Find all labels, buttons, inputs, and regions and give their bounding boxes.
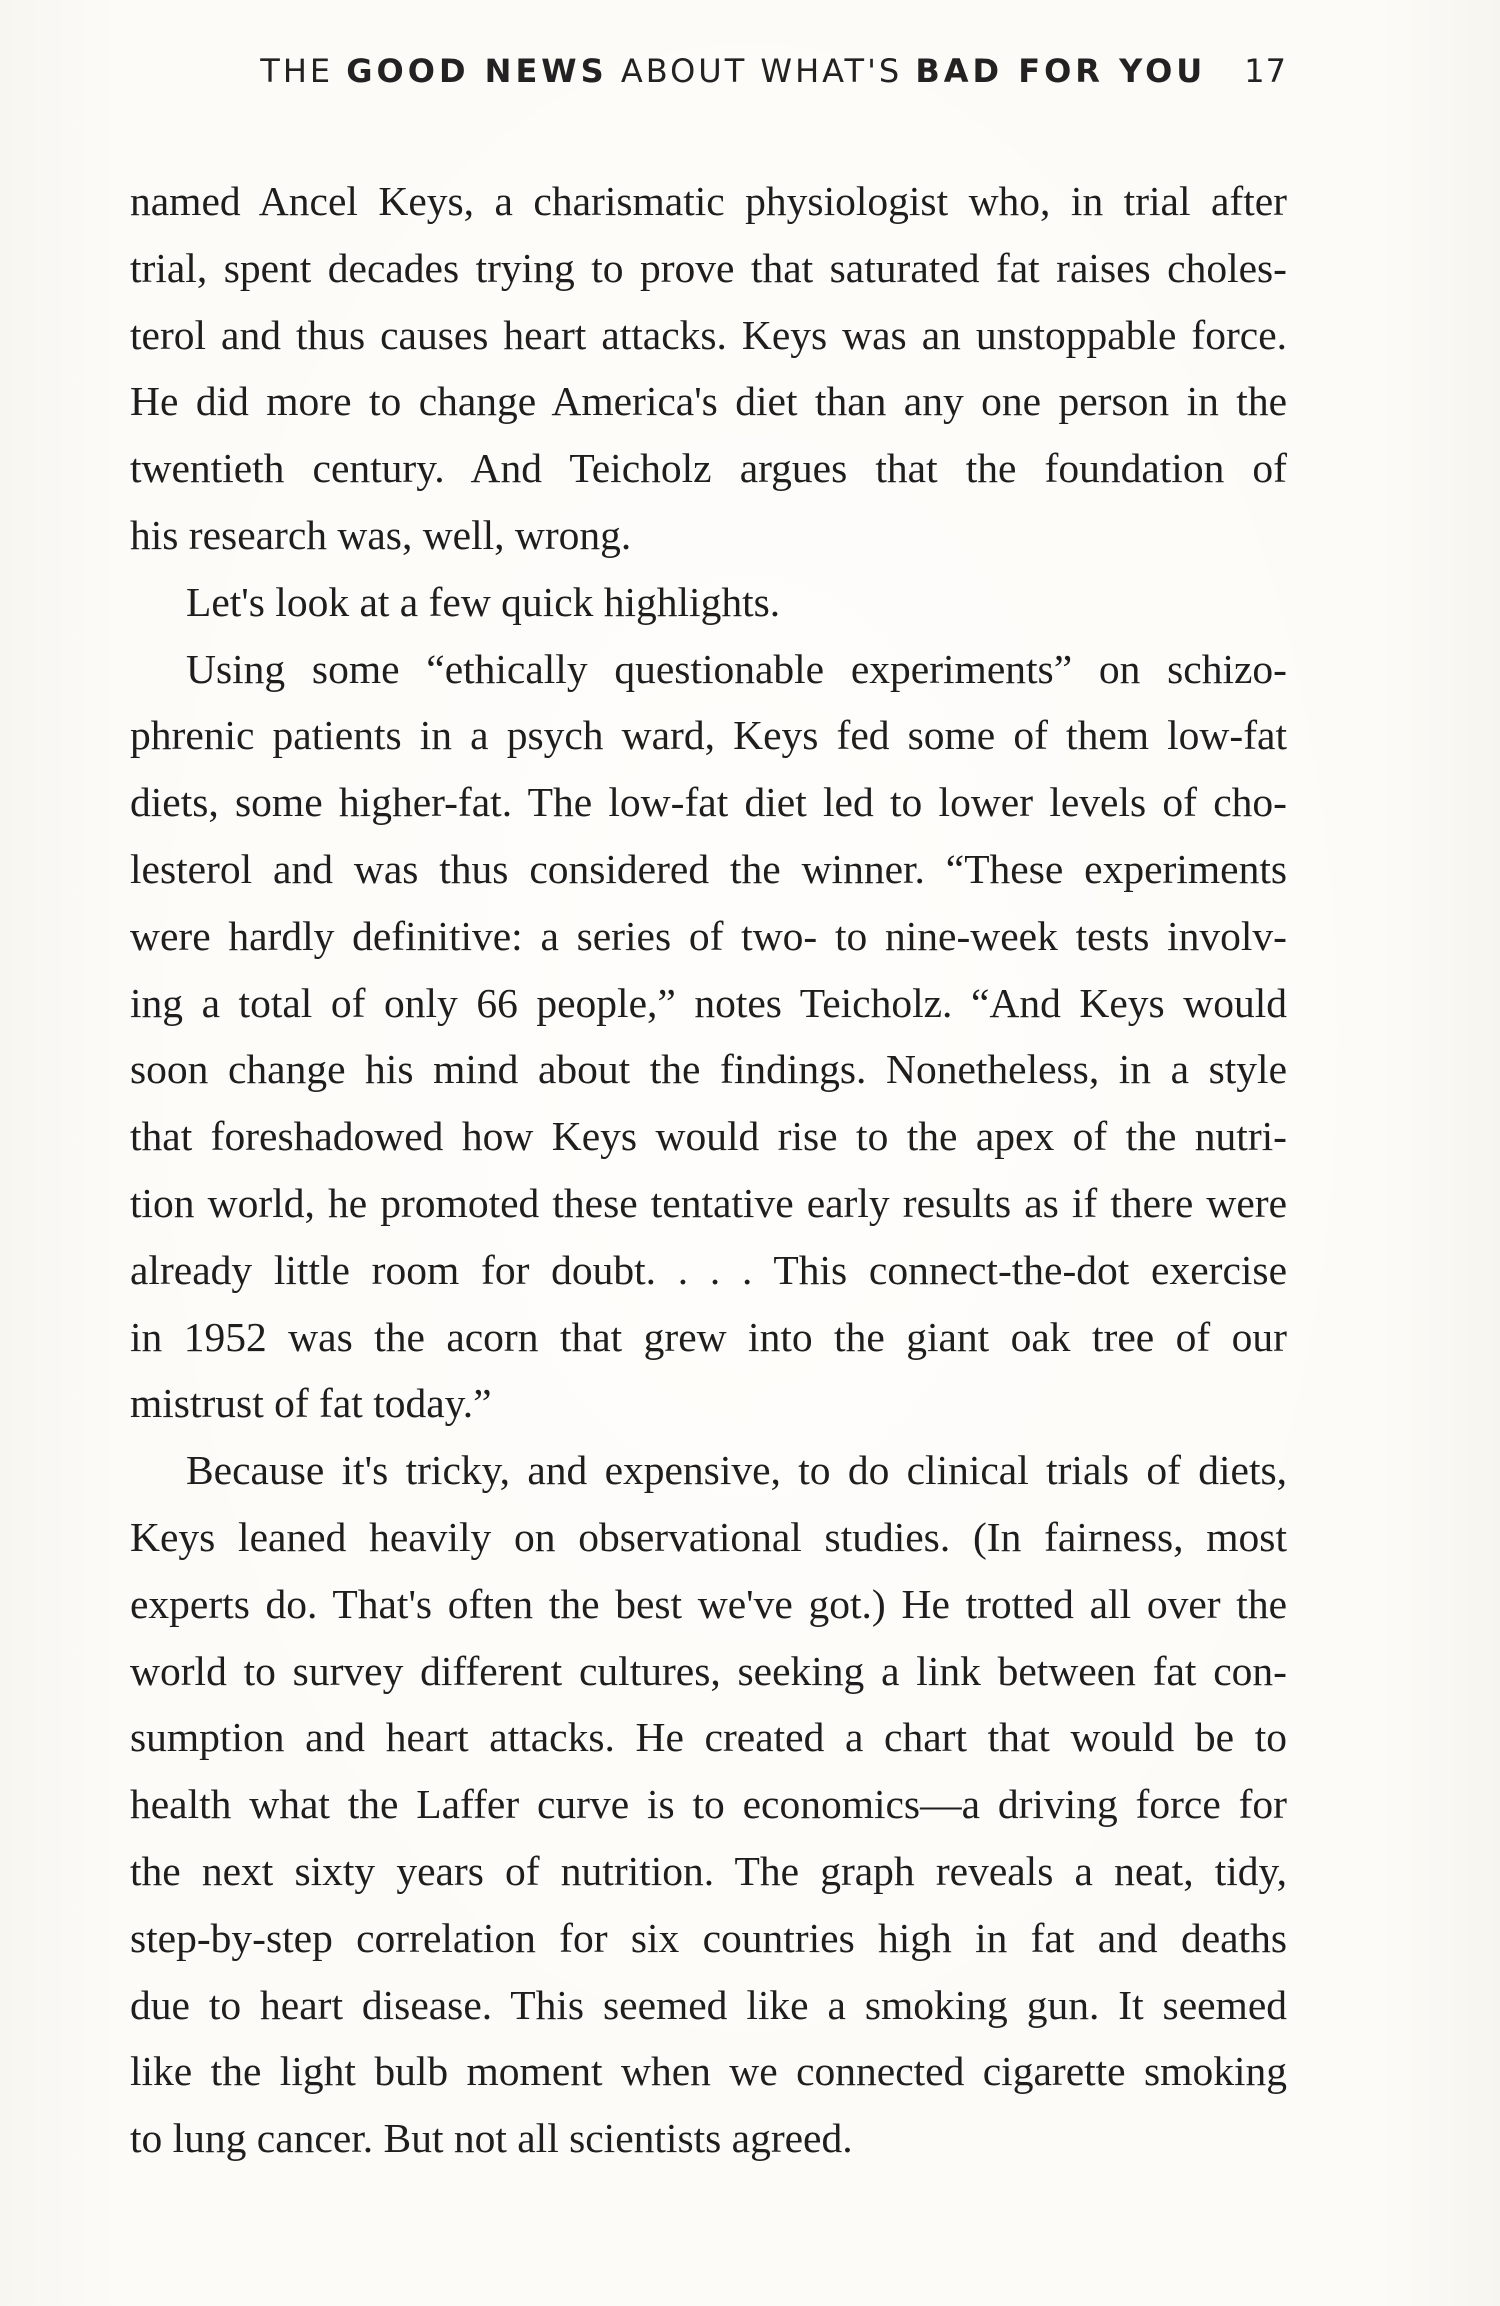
text-line: ing a total of only 66 people,” notes Teicholz. “And Keys would	[130, 979, 1287, 1026]
paragraph	[130, 636, 1287, 1438]
text-line: phrenic patients in a psych ward, Keys fed some of them low-fat	[130, 712, 1287, 759]
page-number: 17	[1244, 52, 1287, 90]
text-line: Keys leaned heavily on observational studies. (In fairness, most	[130, 1513, 1287, 1560]
text-line: trial, spent decades trying to prove that saturated fat raises choles-	[130, 244, 1287, 291]
text-line: mistrust of fat today.”	[130, 1380, 492, 1427]
text-line: due to heart disease. This seemed like a smoking gun. It seemed	[130, 1981, 1287, 2028]
running-head-title	[260, 52, 1206, 90]
text-line: Using some “ethically questionable experiments” on schizo-	[186, 645, 1287, 692]
running-head	[150, 52, 1287, 102]
text-line: tion world, he promoted these tentative early results as if there were	[130, 1179, 1287, 1226]
text-line: step-by-step correlation for six countries high in fat and deaths	[130, 1914, 1287, 1961]
text-line: sumption and heart attacks. He created a chart that would be to	[130, 1714, 1287, 1761]
text-line: experts do. That's often the best we've got.) He trotted all over the	[130, 1580, 1287, 1627]
running-head-segment: THE	[260, 52, 347, 90]
text-line: Because it's tricky, and expensive, to do clinical trials of diets,	[186, 1447, 1287, 1494]
text-line: diets, some higher-fat. The low-fat diet led to lower levels of cho-	[130, 779, 1287, 826]
text-line: to lung cancer. But not all scientists agreed.	[130, 2115, 853, 2162]
running-head-segment: GOOD NEWS	[346, 52, 608, 90]
text-line: soon change his mind about the findings. Nonetheless, in a style	[130, 1046, 1287, 1093]
paragraph	[130, 569, 1287, 636]
text-line: in 1952 was the acorn that grew into the giant oak tree of our	[130, 1313, 1287, 1360]
running-head-segment: ABOUT WHAT'S	[607, 52, 916, 90]
text-line: Let's look at a few quick highlights.	[186, 578, 781, 625]
text-line: the next sixty years of nutrition. The graph reveals a neat, tidy,	[130, 1847, 1287, 1894]
text-line: He did more to change America's diet than any one person in the	[130, 378, 1287, 425]
text-line: world to survey different cultures, seeking a link between fat con-	[130, 1647, 1287, 1694]
text-line: health what the Laffer curve is to economics—a driving force for	[130, 1781, 1287, 1828]
text-line: that foreshadowed how Keys would rise to the apex of the nutri-	[130, 1113, 1287, 1160]
text-line: already little room for doubt. . . . This connect-the-dot exercise	[130, 1246, 1287, 1293]
text-line: named Ancel Keys, a charismatic physiologist who, in trial after	[130, 178, 1287, 224]
text-line: were hardly definitive: a series of two- to nine-week tests involv-	[130, 912, 1287, 959]
running-head-segment: BAD FOR YOU	[915, 52, 1207, 90]
text-line: his research was, well, wrong.	[130, 511, 632, 558]
text-line: terol and thus causes heart attacks. Keys was an unstoppable force.	[130, 311, 1287, 358]
text-line: lesterol and was thus considered the winner. “These experiments	[130, 845, 1287, 892]
text-line: twentieth century. And Teicholz argues that the foundation of	[130, 445, 1287, 492]
paragraph	[130, 168, 1287, 569]
body-text	[130, 168, 1287, 2172]
paragraph	[130, 1437, 1287, 2172]
text-line: like the light bulb moment when we connected cigarette smoking	[130, 2048, 1287, 2095]
